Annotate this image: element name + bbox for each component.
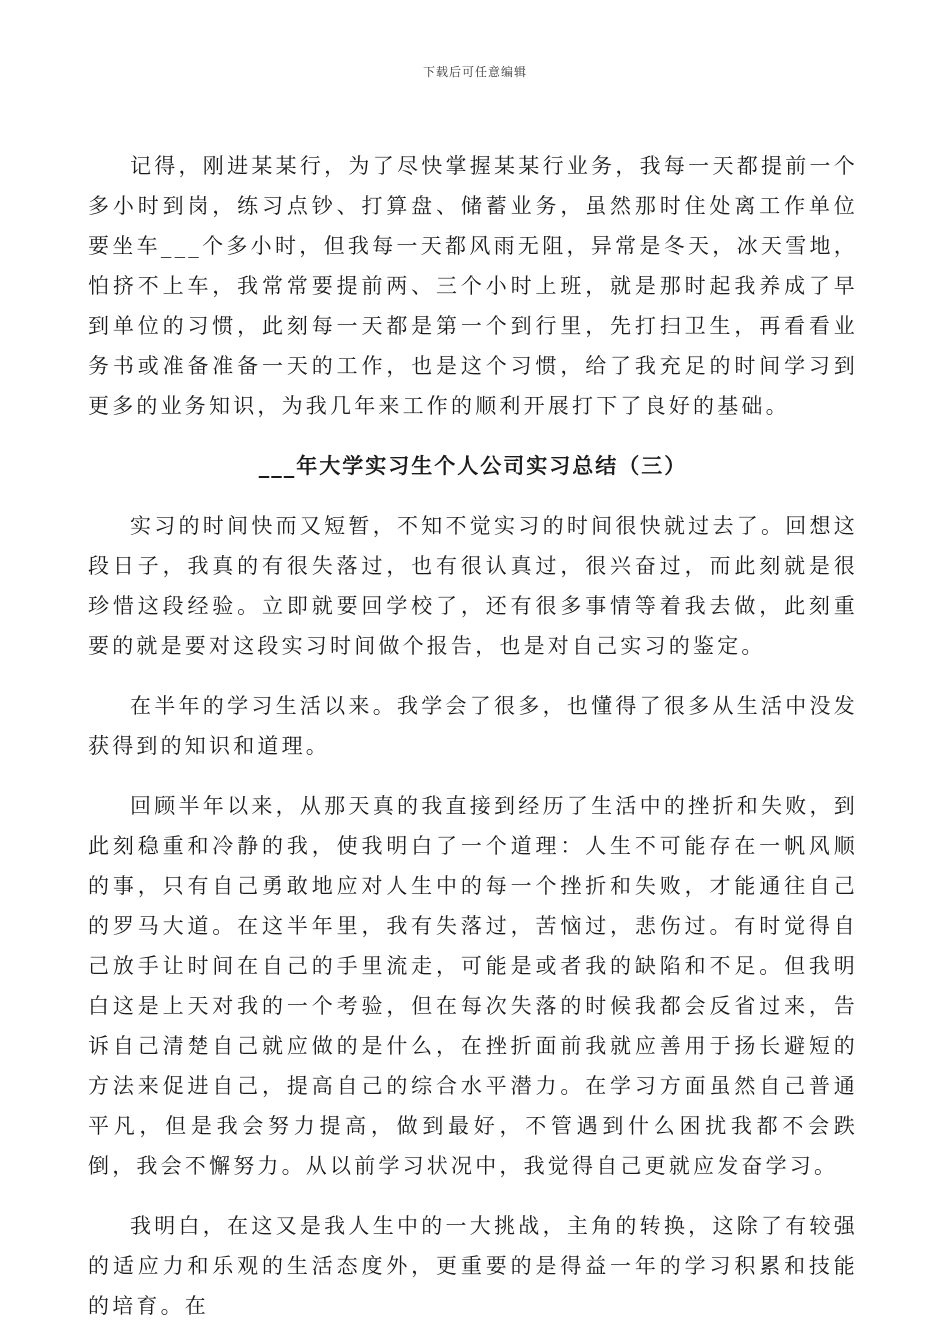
document-body <box>88 146 858 1326</box>
paragraph: 在半年的学习生活以来。我学会了很多，也懂得了很多从生活中没发获得到的知识和道理。 <box>88 694 858 758</box>
paragraph: 实习的时间快而又短暂，不知不觉实习的时间很快就过去了。回想这段日子，我真的有很失落过，也有很认真过，很兴奋过，而此刻就是很珍惜这段经验。立即就要回学校了，还有很多事情等着我去做，此刻重要的就是要对这段实习时间做个报告，也是对自己实习的鉴定。 <box>88 514 858 658</box>
paragraph: 记得，刚进某某行，为了尽快掌握某某行业务，我每一天都提前一个多小时到岗，练习点钞、打算盘、储蓄业务，虽然那时住处离工作单位要坐车___个多小时，但我每一天都风雨无阻，异常是冬天，冰天雪地，怕挤不上车，我常常要提前两、三个小时上班，就是那时起我养成了早到单位的习惯，此刻每一天都是第一个到行里，先打扫卫生，再看看业务书或准备准备一天的工作，也是这个习惯，给了我充足的时间学习到更多的业务知识，为我几年来工作的顺利开展打下了良好的基础。 <box>88 154 858 418</box>
paragraph: 回顾半年以来，从那天真的我直接到经历了生活中的挫折和失败，到此刻稳重和冷静的我，使我明白了一个道理：人生不可能存在一帆风顺的事，只有自己勇敢地应对人生中的每一个挫折和失败，才能通往自己的罗马大道。在这半年里，我有失落过，苦恼过，悲伤过。有时觉得自己放手让时间在自己的手里流走，可能是或者我的缺陷和不足。但我明白这是上天对我的一个考验，但在每次失落的时候我都会反省过来，告诉自己清楚自己就应做的是什么，在挫折面前我就应善用于扬长避短的方法来促进自己，提高自己的综合水平潜力。在学习方面虽然自己普通平凡，但是我会努力提高，做到最好，不管遇到什么困扰我都不会跌倒，我会不懈努力。从以前学习状况中，我觉得自己更就应发奋学习。 <box>88 794 858 1178</box>
section-title: ___年大学实习生个人公司实习总结（三） <box>258 454 688 478</box>
header-note: 下载后可任意编辑 <box>422 65 527 79</box>
paragraph: 我明白，在这又是我人生中的一大挑战，主角的转换，这除了有较强的适应力和乐观的生活态度外，更重要的是得益一年的学习积累和技能的培育。在 <box>88 1214 858 1318</box>
